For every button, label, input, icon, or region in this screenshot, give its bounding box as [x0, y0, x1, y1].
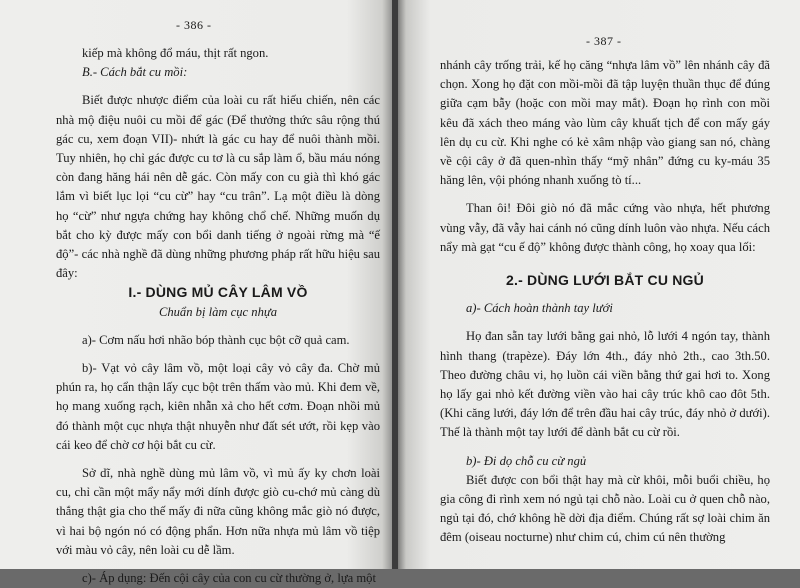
subheading: Chuẩn bị làm cục nhựa [158, 304, 278, 319]
section-heading-b: B.- Cách bắt cu mồi: [82, 65, 188, 80]
paragraph: Than ôi! Đôi giò nó đã mắc cứng vào nhựa, hết phương vùng vẫy, đã vẫy hai cánh nó cũng dính luôn vào nhựa. Nếu cách nẩy mà gạt “cu ế độ” không được thành công, họ xoay qua lối: [440, 201, 770, 254]
section-heading-2: 2.- DÙNG LƯỚI BẮT CU NGỦ [506, 272, 704, 289]
paragraph: Sở dĩ, nhà nghề dùng mủ lâm vồ, vì mủ ấy ky chơn loài cu, chỉ cần một mẩy nẩy mới dính được giò cu-chớ mủ càng dù thắng thật gia cho thế mấy đi nữa cũng không mắc giò nó được, vì hai bộ ngón nó có động phẩn. Hơn nữa nhựa mủ lâm vồ tiệp với màu vỏ cây, nên loài cu dễ lầm. [56, 466, 380, 557]
right-page [398, 0, 800, 569]
paragraph: c)- Áp dụng: Đến cội cây của con cu cừ thường ở, lựa một [82, 571, 376, 586]
page-number-right: - 387 - [586, 34, 622, 48]
paragraph: Biết được nhược điểm của loài cu rất hiếu chiến, nên các nhà mộ điệu nuôi cu mồi để gác (Để thưởng thức sâu rộng thú gác cu, xem đoạn VII)- nhứt là gác cu hay để nuôi thành mồi. Tuy nhiên, họ chỉ gác được cu tơ là cu sắp làm ổ, bầu máu nóng còn đang hăng hái nên dễ gác. Còn mấy con cu già thì khó gác lắm vì biết lục lọi “cu cừ” hay “cu trân”. Lạ một điều là dòng họ “cừ” như ngựa chứng hay không chổ chế. Những muốn dụ bắt cho kỳ được mấy con bổi danh tiếng ở ngoài rừng mà “ế độ”- các nhà nghề đã dùng những phương pháp rất hữu hiệu sau đây: [56, 93, 380, 281]
paragraph: Họ đan sẵn tay lưới bằng gai nhỏ, lỗ lưới 4 ngón tay, thành hình thang (trapèze). Đáy lớn 4th., đáy nhỏ 2th., cao 3th.50. Theo đường châu vi, họ luồn cái viền bằng thứ gai hơi to. Xong họ lấy gai nhỏ kết đường viền vào hai cây trúc khô cao đôt 5th. (Khi căng lưới, đáy lớn để trên đầu hai cây trúc, đáy nhỏ ở dưới). Thế là thành một tay lưới để dành bắt cu cừ rồi. [440, 329, 770, 440]
subheading: a)- Cách hoàn thành tay lưới [466, 301, 613, 316]
paragraph: b)- Vạt vỏ cây lâm vồ, một loại cây vỏ cây đa. Chờ mủ phún ra, họ cẩn thận lấy cục bột trên thấm vào mủ. Khi đem về, họ mang xuống rạch, kiên nhẫn xả cho hết cơm. Đoạn nhồi mủ đó thành một cục nhựa thật nhuyễn như đất sét ướt, rồi kẹp vào cái keo để chờ cơ hội bắt cu cừ. [56, 361, 380, 452]
right-page-body [440, 56, 770, 548]
subheading: b)- Đi dọ chỗ cu cừ ngủ [466, 453, 587, 468]
paragraph: nhánh cây trống trải, kế họ căng “nhựa lâm vồ” lên nhánh cây đã chọn. Xong họ đặt con mồi-mồi đã tập luyện thuần thục để đúng giữa cạm bẫy (hoặc con mồi may mắt). Đoạn họ rình con mồi kêu đã xách theo máng vào lùm cây khuất tịch để con mấy gáy lên dụ cu cừ. Khi nghe có kẻ xâm nhập vào giang san nó, chàng về cội cây ở đã quen-nhìn thấy “mỹ nhân” đứng cu ky-máu 35 hăng lên, vội phóng nhanh xuống tò tí... [440, 58, 770, 188]
left-page-body [56, 44, 380, 588]
page-number-left: - 386 - [176, 18, 212, 32]
left-page [0, 0, 394, 586]
paragraph: kiếp mà không đổ máu, thịt rất ngon. [82, 46, 269, 60]
paragraph: a)- Cơm nấu hơi nhão bóp thành cục bột cỡ quả cam. [82, 332, 350, 347]
paragraph: Biết được con bổi thật hay mà cừ khôi, mỗi buổi chiều, họ gia công đi rình xem nó ngủ tại chỗ nào. Loài cu ở quen chỗ nào, ngủ tại đó, chớ không hề dời địa điểm. Chúng rất sợ loài chim ăn đêm (oiseau nocturne) như chim cú, chim cú nên thường [440, 472, 770, 545]
section-heading-1: I.- DÙNG MỦ CÂY LÂM VỒ [128, 284, 308, 301]
